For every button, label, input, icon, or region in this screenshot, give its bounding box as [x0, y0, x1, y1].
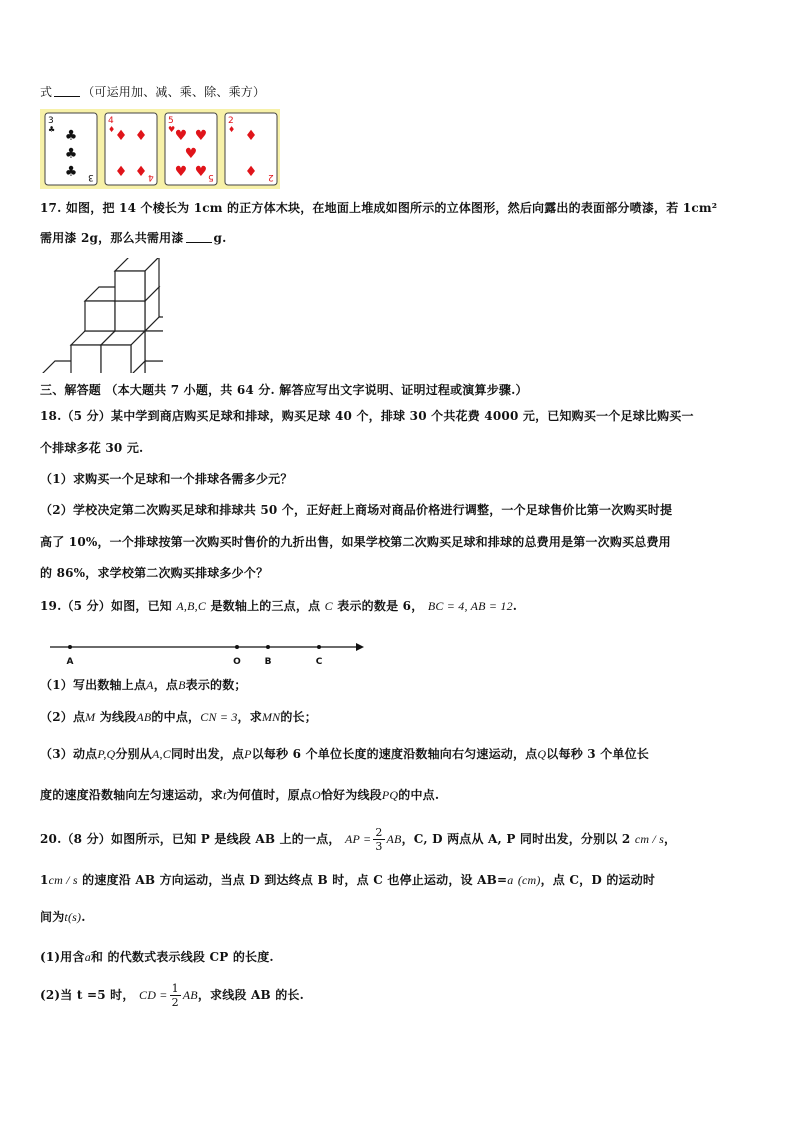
axis-point: [68, 645, 72, 649]
axis-arrow-icon: [356, 643, 364, 651]
cube-front-face: [71, 345, 101, 373]
q19-line1: [40, 597, 517, 614]
q20-text: ，: [664, 832, 677, 846]
q19-text: ，求: [237, 710, 262, 724]
axis-point-label: A: [66, 657, 74, 667]
card-pip-icon: ♣: [64, 164, 78, 180]
card-pip-icon: ♥: [194, 128, 208, 144]
q20-text: ，求线段 AB 的长.: [197, 988, 305, 1002]
card-suit-icon: ♥: [168, 125, 176, 134]
q19-math: PQ: [381, 788, 399, 802]
card-suit-icon: ♦: [108, 125, 116, 134]
q19-part1: [40, 676, 247, 693]
axis-point: [266, 645, 270, 649]
card-pip-icon: ♦: [244, 164, 258, 180]
q20-math: CD =: [138, 988, 168, 1002]
q19-math: O: [311, 788, 321, 802]
q16-tail-line: [40, 83, 265, 100]
q19-math: A,C: [152, 747, 171, 761]
card-suit-icon: ♣: [48, 125, 56, 134]
q19-text: 度的速度沿数轴向左匀速运动，求: [40, 788, 224, 802]
q17-line2-b: g.: [213, 231, 227, 245]
card-pip-icon: ♦: [114, 164, 128, 180]
card-rank: 3: [88, 172, 94, 182]
q19-text: 分别从: [115, 747, 153, 761]
q18-part2-line1: （2）学校决定第二次购买足球和排球共 50 个，正好赶上商场对商品价格进行调整，一个足球售价比第一次购买时提: [40, 503, 673, 517]
card-pip-icon: ♥: [174, 164, 188, 180]
q19-text: 恰好为线段: [320, 788, 382, 802]
playing-card: [225, 113, 277, 185]
frac-denominator: 3: [375, 840, 383, 853]
q18-line1: 18.（5 分）某中学到商店购买足球和排球，购买足球 40 个，排球 30 个共花费 4000 元，已知购买一个足球比购买一: [40, 409, 694, 423]
q18-part2-line2: 高了 10%，一个排球按第一次购买时售价的九折出售，如果学校第二次购买足球和排球的总费用是第一次购买总费用: [40, 535, 671, 549]
frac-denominator: 2: [171, 996, 179, 1009]
q19-text: .: [512, 599, 518, 613]
q20-text: (1)用含: [40, 950, 85, 964]
q20-text: (2)当 t =5 时，: [40, 988, 135, 1002]
playing-card: [105, 113, 157, 185]
q19-math: B: [178, 678, 186, 692]
q19-math: M: [85, 710, 96, 724]
card-rank: 5: [168, 116, 174, 126]
q19-text: ，点: [153, 678, 179, 692]
q20-math: AB: [182, 988, 198, 1002]
q17-line2-a: 需用漆 2g，那么共需用漆: [40, 231, 184, 245]
q19-text: 的长；: [280, 710, 317, 724]
q20-part2: [40, 983, 304, 1008]
q20-text: 间为: [40, 910, 65, 924]
frac-numerator: 1: [171, 982, 179, 995]
q19-text: 同时出发，点: [170, 747, 245, 761]
q18-part2-line3: 的 86%，求学校第二次购买排球多少个？: [40, 566, 269, 580]
q19-part3-line2: [40, 786, 439, 803]
cube-front-face: [145, 331, 163, 361]
q19-math: AB: [136, 710, 152, 724]
cube-front-face: [115, 271, 145, 301]
card-rank: 2: [228, 116, 234, 126]
q19-text: 的中点.: [398, 788, 440, 802]
cube-stack-figure: [38, 258, 163, 373]
q20-text: 和 的代数式表示线段 CP 的长度.: [90, 950, 274, 964]
q19-math: A: [146, 678, 154, 692]
card-pip-icon: ♦: [244, 128, 258, 144]
q20-math: cm / s: [634, 832, 665, 846]
q20-math: cm / s: [48, 873, 78, 887]
q19-math: BC = 4, AB = 12: [427, 599, 513, 613]
axis-point: [317, 645, 321, 649]
card-pip-icon: ♥: [174, 128, 188, 144]
card-suit-icon: ♦: [228, 125, 236, 134]
card-rank: 3: [48, 116, 54, 126]
q19-text: （3）动点: [40, 747, 98, 761]
card-rank: 4: [108, 116, 114, 126]
cube-front-face: [85, 301, 115, 331]
card-pip-icon: ♣: [64, 128, 78, 144]
q19-text: 为何值时，原点: [226, 788, 312, 802]
card-rank: 5: [208, 172, 214, 182]
answer-blank-q16: [54, 84, 80, 97]
q20-text: 的速度沿 AB 方向运动，当点 D 到达终点 B 时，点 C 也停止运动，设 AB=: [82, 873, 508, 887]
q19-math: MN: [261, 710, 281, 724]
cube-front-face: [101, 345, 131, 373]
q20-math: AP =: [344, 832, 372, 846]
q19-text: 为线段: [99, 710, 137, 724]
q19-math: t: [223, 788, 227, 802]
q20-text: .: [81, 910, 86, 924]
q19-math: P: [244, 747, 252, 761]
q19-text: 19.（5 分）如图，已知: [40, 599, 173, 613]
axis-point: [235, 645, 239, 649]
card-pip-icon: ♦: [134, 128, 148, 144]
fraction-one-half: [170, 983, 181, 1008]
q16-prefix: 式: [40, 85, 53, 99]
q17-line2: [40, 229, 227, 246]
cube-front-face: [115, 301, 145, 331]
q18-part1: （1）求购买一个足球和一个排球各需多少元？: [40, 472, 293, 486]
q19-text: 以每秒 6 个单位长度的速度沿数轴向右匀速运动，点: [251, 747, 538, 761]
cube-front-face: [145, 361, 163, 373]
number-line-figure: [48, 640, 368, 670]
card-pip-icon: ♣: [64, 146, 78, 162]
card-rank: 2: [268, 172, 274, 182]
card-pip-icon: ♥: [194, 164, 208, 180]
card-pip-icon: ♦: [134, 164, 148, 180]
q19-math: A,B,C: [176, 599, 207, 613]
q18-line2: 个排球多花 30 元.: [40, 441, 144, 455]
q17-line1: 17. 如图，把 14 个棱长为 1cm 的正方体木块，在地面上堆成如图所示的立体图形，然后向露出的表面部分喷漆，若 1cm²: [40, 201, 718, 215]
section-3-heading: 三、解答题 （本大题共 7 小题，共 64 分. 解答应写出文字说明、证明过程或演算步骤.）: [40, 383, 528, 397]
q20-text: ，C, D 两点从 A, P 同时出发，分别以 2: [401, 832, 631, 846]
q20-math: AB: [386, 832, 402, 846]
card-rank: 4: [148, 172, 154, 182]
q19-text: （1）写出数轴上点: [40, 678, 147, 692]
playing-cards-figure: [40, 109, 280, 189]
q19-text: 是数轴上的三点，点: [210, 599, 321, 613]
q19-math: P,Q: [97, 747, 116, 761]
card-pip-icon: ♦: [114, 128, 128, 144]
playing-card: [45, 113, 97, 185]
q20-math: a: [507, 873, 514, 887]
q19-math: Q: [537, 747, 547, 761]
q19-text: （2）点: [40, 710, 86, 724]
q19-text: 的中点，: [151, 710, 201, 724]
q20-math: (cm): [517, 873, 541, 887]
playing-card: [165, 113, 217, 185]
q19-math: CN = 3: [200, 710, 238, 724]
axis-point-label: C: [315, 657, 323, 667]
q20-math: t(s): [64, 910, 82, 924]
frac-numerator: 2: [375, 826, 383, 839]
q20-line3: [40, 908, 86, 925]
fraction-two-thirds: [373, 827, 384, 852]
q19-part3-line1: [40, 745, 649, 762]
q19-math: C: [324, 599, 333, 613]
q20-text: 20.（8 分）如图所示，已知 P 是线段 AB 上的一点，: [40, 832, 341, 846]
answer-blank-q17: [186, 230, 212, 243]
q20-text: ，点 C，D 的运动时: [540, 873, 656, 887]
axis-point-label: B: [264, 657, 272, 667]
q20-line2: [40, 871, 655, 888]
q16-suffix: （可运用加、减、乘、除、乘方）: [82, 85, 266, 99]
q20-math: a: [84, 950, 91, 964]
axis-point-label: O: [233, 657, 241, 667]
q20-line1: [40, 827, 676, 852]
q20-part1: [40, 948, 274, 965]
q20-text: 1: [40, 873, 49, 887]
q19-text: 以每秒 3 个单位长: [546, 747, 650, 761]
q19-text: 表示的数；: [185, 678, 247, 692]
card-pip-icon: ♥: [184, 146, 198, 162]
q19-part2: [40, 708, 317, 725]
q19-text: 表示的数是 6，: [337, 599, 424, 613]
